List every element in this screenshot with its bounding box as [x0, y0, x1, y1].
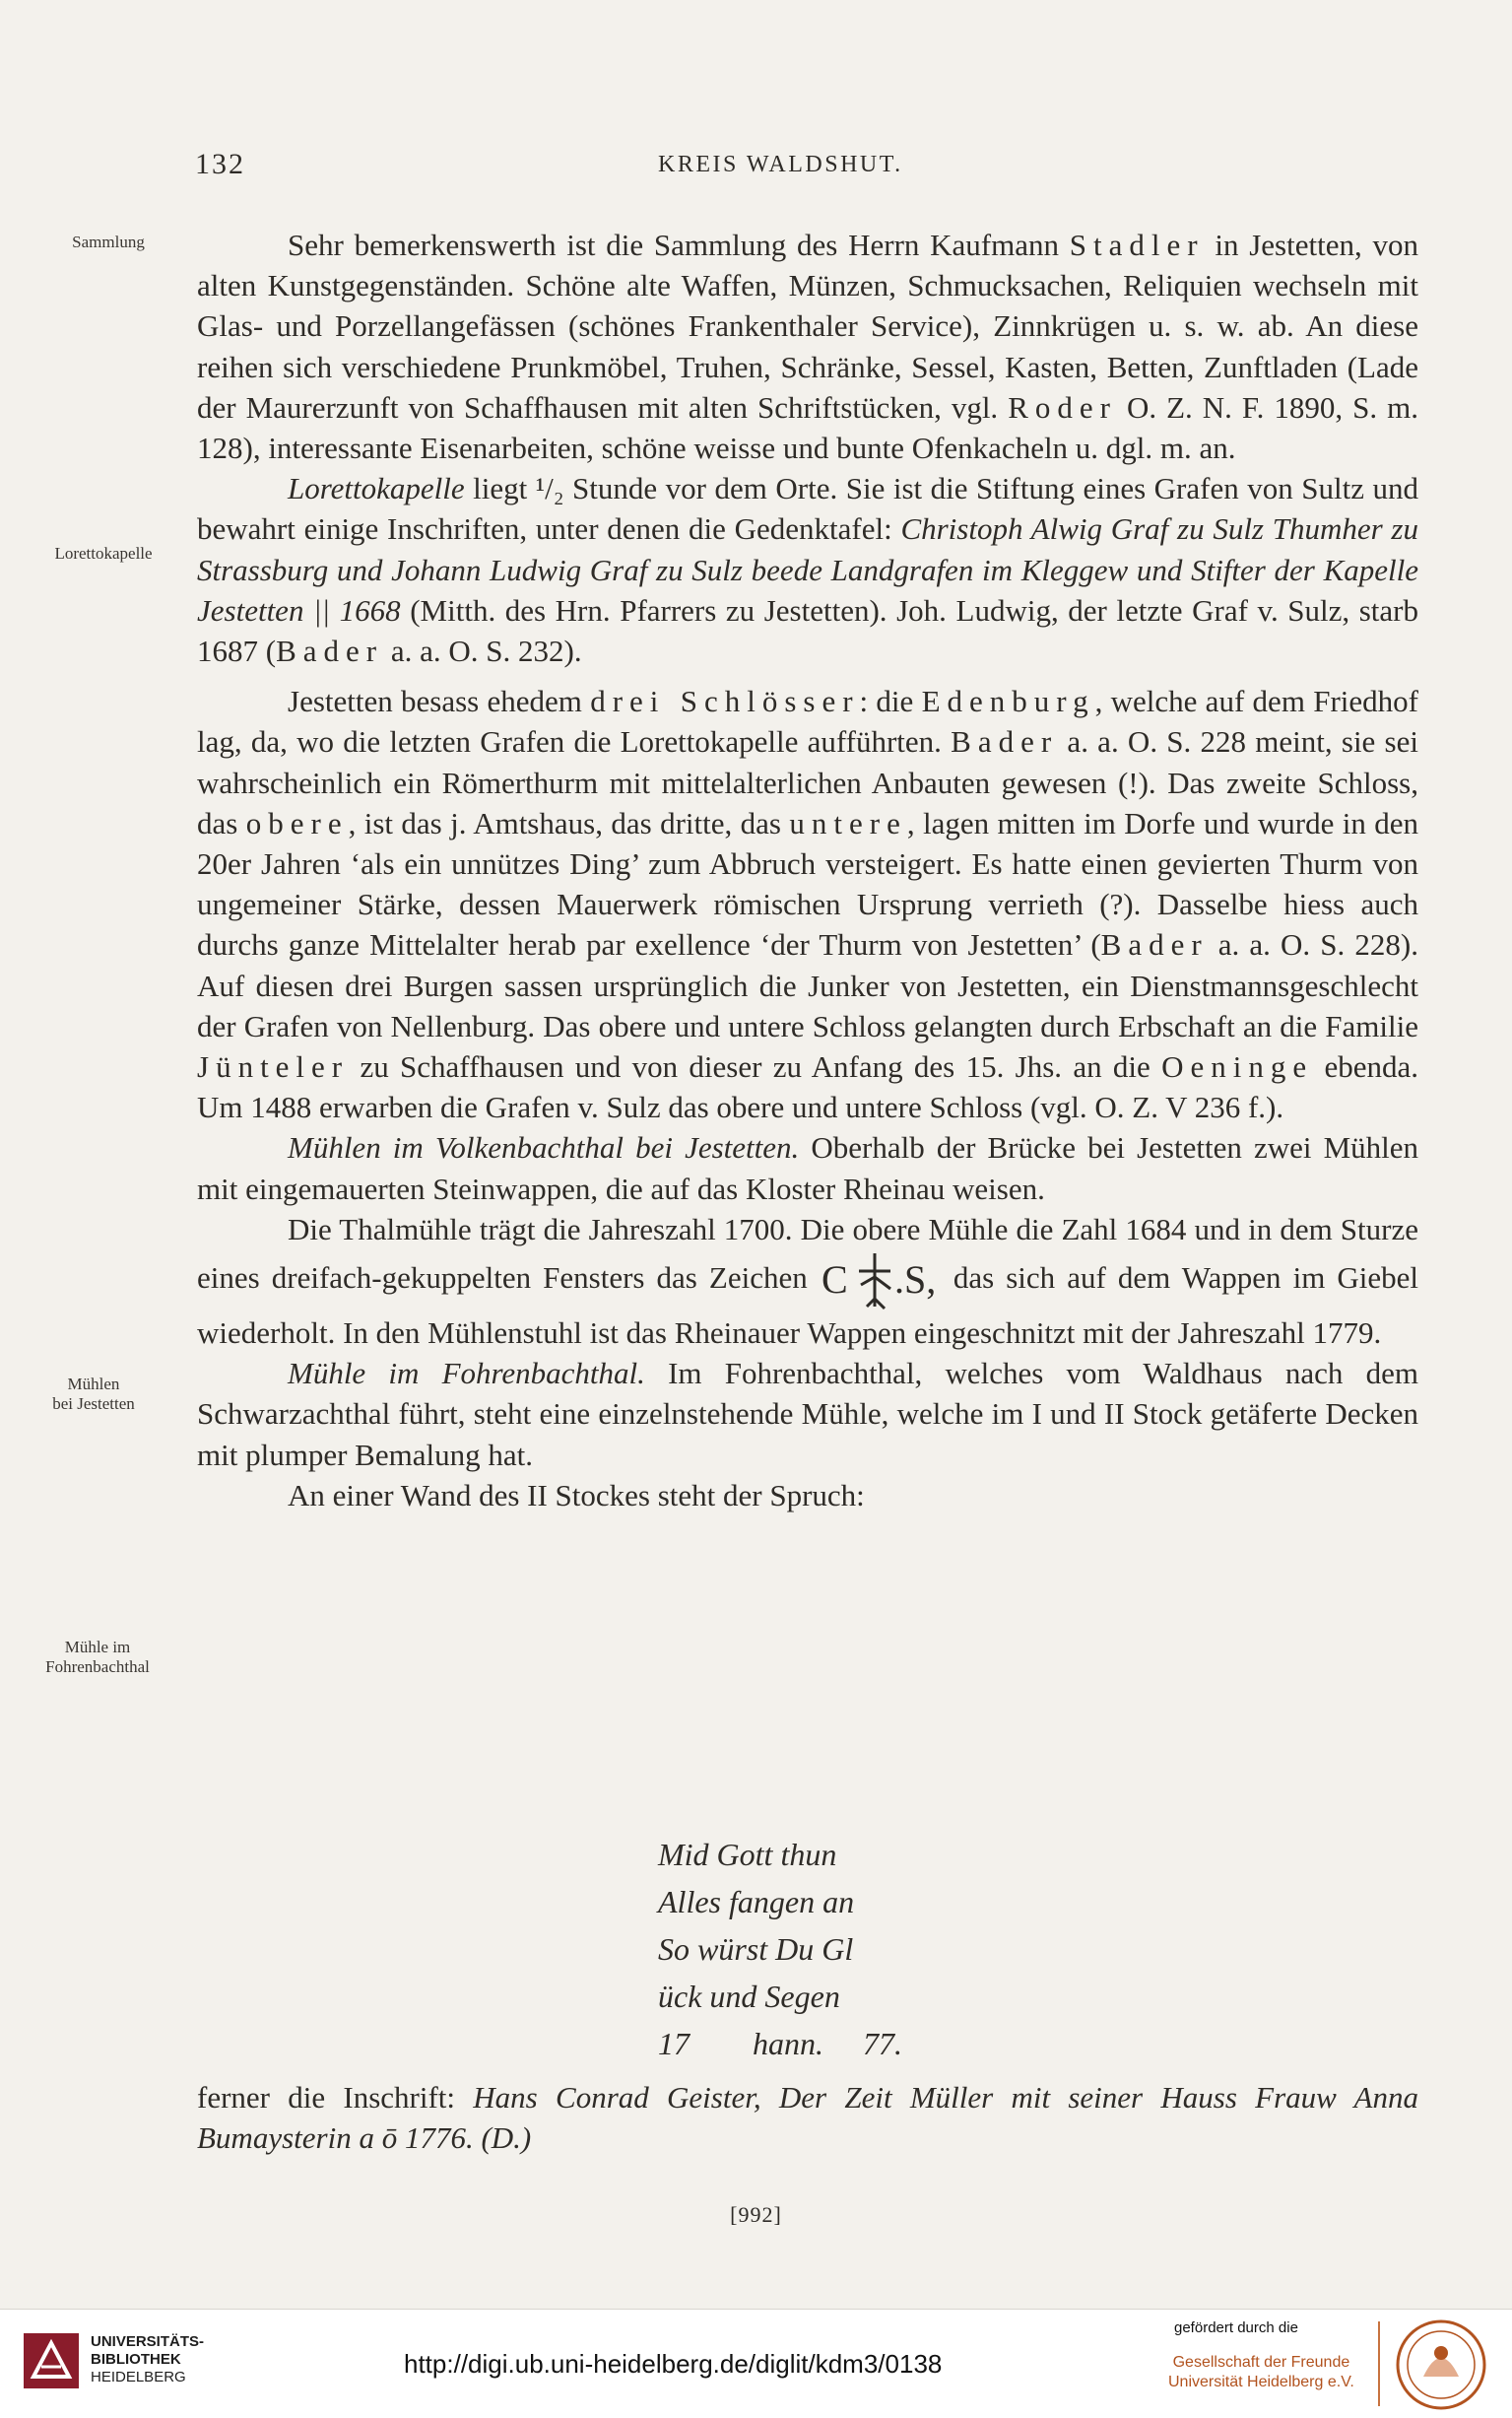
verse-line: 17 hann. 77.: [658, 2026, 902, 2061]
spaced-name: Bader: [276, 634, 384, 669]
margin-note-text: Fohrenbachthal: [45, 1657, 150, 1676]
running-title: KREIS WALDSHUT.: [658, 152, 903, 177]
spaced-name: Bader: [1100, 927, 1209, 963]
text-run: ferner die Inschrift:: [197, 2080, 474, 2115]
margin-note-muehlen: [20, 1375, 167, 1414]
paragraph-sammlung: [197, 225, 1418, 468]
spaced-word: obere: [245, 805, 349, 840]
paragraph-spruch-intro: [197, 1475, 1418, 1515]
university-library-logo-icon[interactable]: [20, 2329, 83, 2392]
mason-mark: [820, 1249, 942, 1312]
margin-note-sammlung: [39, 233, 177, 252]
paragraph-fohrenbachthal: [197, 1353, 1418, 1475]
margin-note-text: bei Jestetten: [52, 1394, 135, 1413]
text-run: , lagen mitten im Dorfe und wurde in den 20er Jahren ‘als ein unnützes Ding’ zum Abbruch versteigert. Es hatte einen gevierten Thurm von ungemeiner Stärke, dessen Mauerwerk römischen Ursprung verrieth (?). Dasselbe hiess auch durchs ganze Mittelalter herab par exellence ‘der Thurm von Jestetten’ (: [197, 805, 1419, 963]
inscription-text: Christoph Alwig Graf zu Sulz Thumher zu Strassburg und Johann Ludwig Graf zu Sulz beede Landgrafen im Kleggew und Stifter der Kapelle Jestetten || 1668: [197, 511, 1418, 628]
paragraph-muehlen: [197, 1127, 1418, 1208]
section-title: Mühle im Fohrenbachthal.: [288, 1356, 645, 1391]
university-library-name[interactable]: [91, 2333, 204, 2386]
society-name[interactable]: [1168, 2353, 1354, 2392]
spaced-name: Bader: [951, 724, 1059, 760]
mark-letter-c: C: [821, 1257, 848, 1303]
text-run: a. a. O. S. 228). Auf diesen drei Burgen sassen ursprünglich die Junker von Jestetten, ein Dienstmannsgeschlecht der Grafen von Nellenburg. Das obere und untere Schloss gelangten durch Erbschaft an die Familie: [197, 927, 1418, 1043]
verse-line: So würst Du Gl: [658, 1931, 854, 1967]
text-run: zu Schaffhausen und von dieser zu Anfang des 15. Jhs. an die: [349, 1049, 1162, 1085]
text-run: , welche auf dem Friedhof lag, da, wo die letzten Grafen die Lorettokapelle aufführten.: [197, 684, 1418, 760]
society-name-line: Gesellschaft der Freunde: [1172, 2354, 1350, 2371]
text-run: Im Fohrenbachthal, welches vom Waldhaus nach dem Schwarzachthal führt, steht eine einzelnstehende Mühle, welche im I und II Stock getäferte Decken mit plumper Bemalung hat.: [197, 1356, 1418, 1472]
margin-note-text: Mühle im: [64, 1638, 131, 1656]
text-run: a. a. O. S. 232).: [383, 634, 582, 669]
margin-note-text: Sammlung: [72, 233, 145, 251]
text-run: Jestetten besass ehedem: [288, 684, 591, 719]
paragraph-thalmuehle: [197, 1209, 1418, 1353]
margin-note-lorettokapelle: [20, 544, 187, 564]
text-run: (Mitth. des Hrn. Pfarrers zu Jestetten). Joh. Ludwig, der letzte Graf v. Sulz, starb 1687 (: [197, 592, 1418, 669]
margin-note-text: Mühlen: [67, 1375, 120, 1393]
society-name-line: Universität Heidelberg e.V.: [1168, 2374, 1354, 2390]
library-name-line: HEIDELBERG: [91, 2369, 186, 2385]
viewer-footer: [0, 2309, 1512, 2418]
paragraph-lorettokapelle: [197, 468, 1418, 671]
spaced-name: Oeninge: [1161, 1049, 1314, 1085]
spaced-word: drei Schlösser: [590, 684, 860, 719]
text-run: Sehr bemerkenswerth ist die Sammlung des Herrn Kaufmann: [288, 228, 1070, 262]
page-signature: [992]: [730, 2202, 782, 2227]
page-header: [0, 148, 1512, 187]
text-run: , ist das j. Amtshaus, das dritte, das: [348, 805, 790, 840]
verse-line: Alles fangen an: [658, 1884, 855, 1919]
funded-by-label: gefördert durch die: [1174, 2319, 1298, 2336]
verse-line: Mid Gott thun: [658, 1837, 837, 1872]
permalink[interactable]: http://digi.ub.uni-heidelberg.de/diglit/kdm3/0138: [404, 2349, 943, 2379]
divider: [1378, 2321, 1380, 2406]
margin-note-text: Lorettokapelle: [54, 544, 153, 563]
text-run: Die Thalmühle trägt die Jahreszahl 1700. Die obere Mühle die Zahl 1684 und in dem Sturze eines dreifach-gekuppelten Fensters das Zeichen: [197, 1211, 1418, 1296]
margin-note-muehle: [14, 1638, 181, 1677]
mason-mark-icon: [820, 1249, 942, 1312]
spaced-name: Roder: [1008, 389, 1117, 425]
mark-glyph: [859, 1253, 890, 1309]
section-title: Lorettokapelle: [288, 471, 465, 506]
verse-inscription: [658, 1831, 902, 2067]
library-name-line: BIBLIOTHEK: [91, 2351, 181, 2368]
library-name-line: UNIVERSITÄTS-: [91, 2333, 205, 2350]
text-run: das sich auf dem Wappen im Giebel wiederholt. In den Mühlenstuhl ist das Rheinauer Wappen eingeschnitzt mit der Jahreszahl 1779.: [197, 1260, 1418, 1351]
spaced-name: Jünteler: [197, 1049, 350, 1085]
paragraph-schloesser: [197, 681, 1418, 1127]
closing-text: [197, 2077, 1418, 2158]
text-run: Oberhalb der Brücke bei Jestetten zwei Mühlen mit eingemauerten Steinwappen, die auf das Kloster Rheinau weisen.: [197, 1130, 1419, 1206]
text-run: in Jestetten, von alten Kunstgegenständen. Schöne alte Waffen, Münzen, Schmucksachen, Reliquien wechseln mit Glas- und Porzellangefässen (schönes Frankenthaler Service), Zinnkrügen u. s. w. ab. An diese reihen sich verschiedene Prunkmöbel, Truhen, Schränke, Sessel, Kasten, Betten, Zunftladen (Lade der Maurerzunft von Schaffhausen mit alten Schriftstücken, vgl.: [197, 228, 1418, 425]
text-run: An einer Wand des II Stockes steht der Spruch:: [288, 1477, 865, 1512]
spaced-name: Stadler: [1069, 228, 1205, 262]
text-run: : die: [859, 684, 922, 719]
text-run: O. Z. N. F. 1890, S. m. 128), interessante Eisenarbeiten, schöne weisse und bunte Ofenkacheln u. dgl. m. an.: [197, 389, 1419, 466]
spaced-word: untere: [789, 805, 907, 840]
verse-line: ück und Segen: [658, 1979, 840, 2014]
body-text: [197, 225, 1418, 1515]
inscription-text: Hans Conrad Geister, Der Zeit Müller mit seiner Hauss Frauw Anna Bumaysterin a ō 1776. (D.): [197, 2080, 1418, 2156]
section-title: Mühlen im Volkenbachthal bei Jestetten.: [288, 1130, 800, 1166]
text-run: ebenda. Um 1488 erwarben die Grafen v. Sulz das obere und untere Schloss (vgl. O. Z. V 236 f.).: [197, 1049, 1419, 1125]
mark-letter-s: .S,: [893, 1257, 937, 1303]
university-seal-icon: [1389, 2317, 1493, 2412]
text-run: liegt ¹/₂ Stunde vor dem Orte. Sie ist die Stiftung eines Grafen von Sultz und bewahrt einige Inschriften, unter denen die Gedenktafel:: [197, 471, 1418, 547]
spaced-name: Edenburg: [921, 684, 1095, 719]
text-run: a. a. O. S. 228 meint, sie sei wahrscheinlich ein Römerthurm mit mittelalterlichen Anbauten gewesen (!). Das zweite Schloss, das: [197, 724, 1418, 840]
paragraph-inschrift: [197, 2077, 1418, 2158]
page-number: 132: [195, 148, 245, 180]
